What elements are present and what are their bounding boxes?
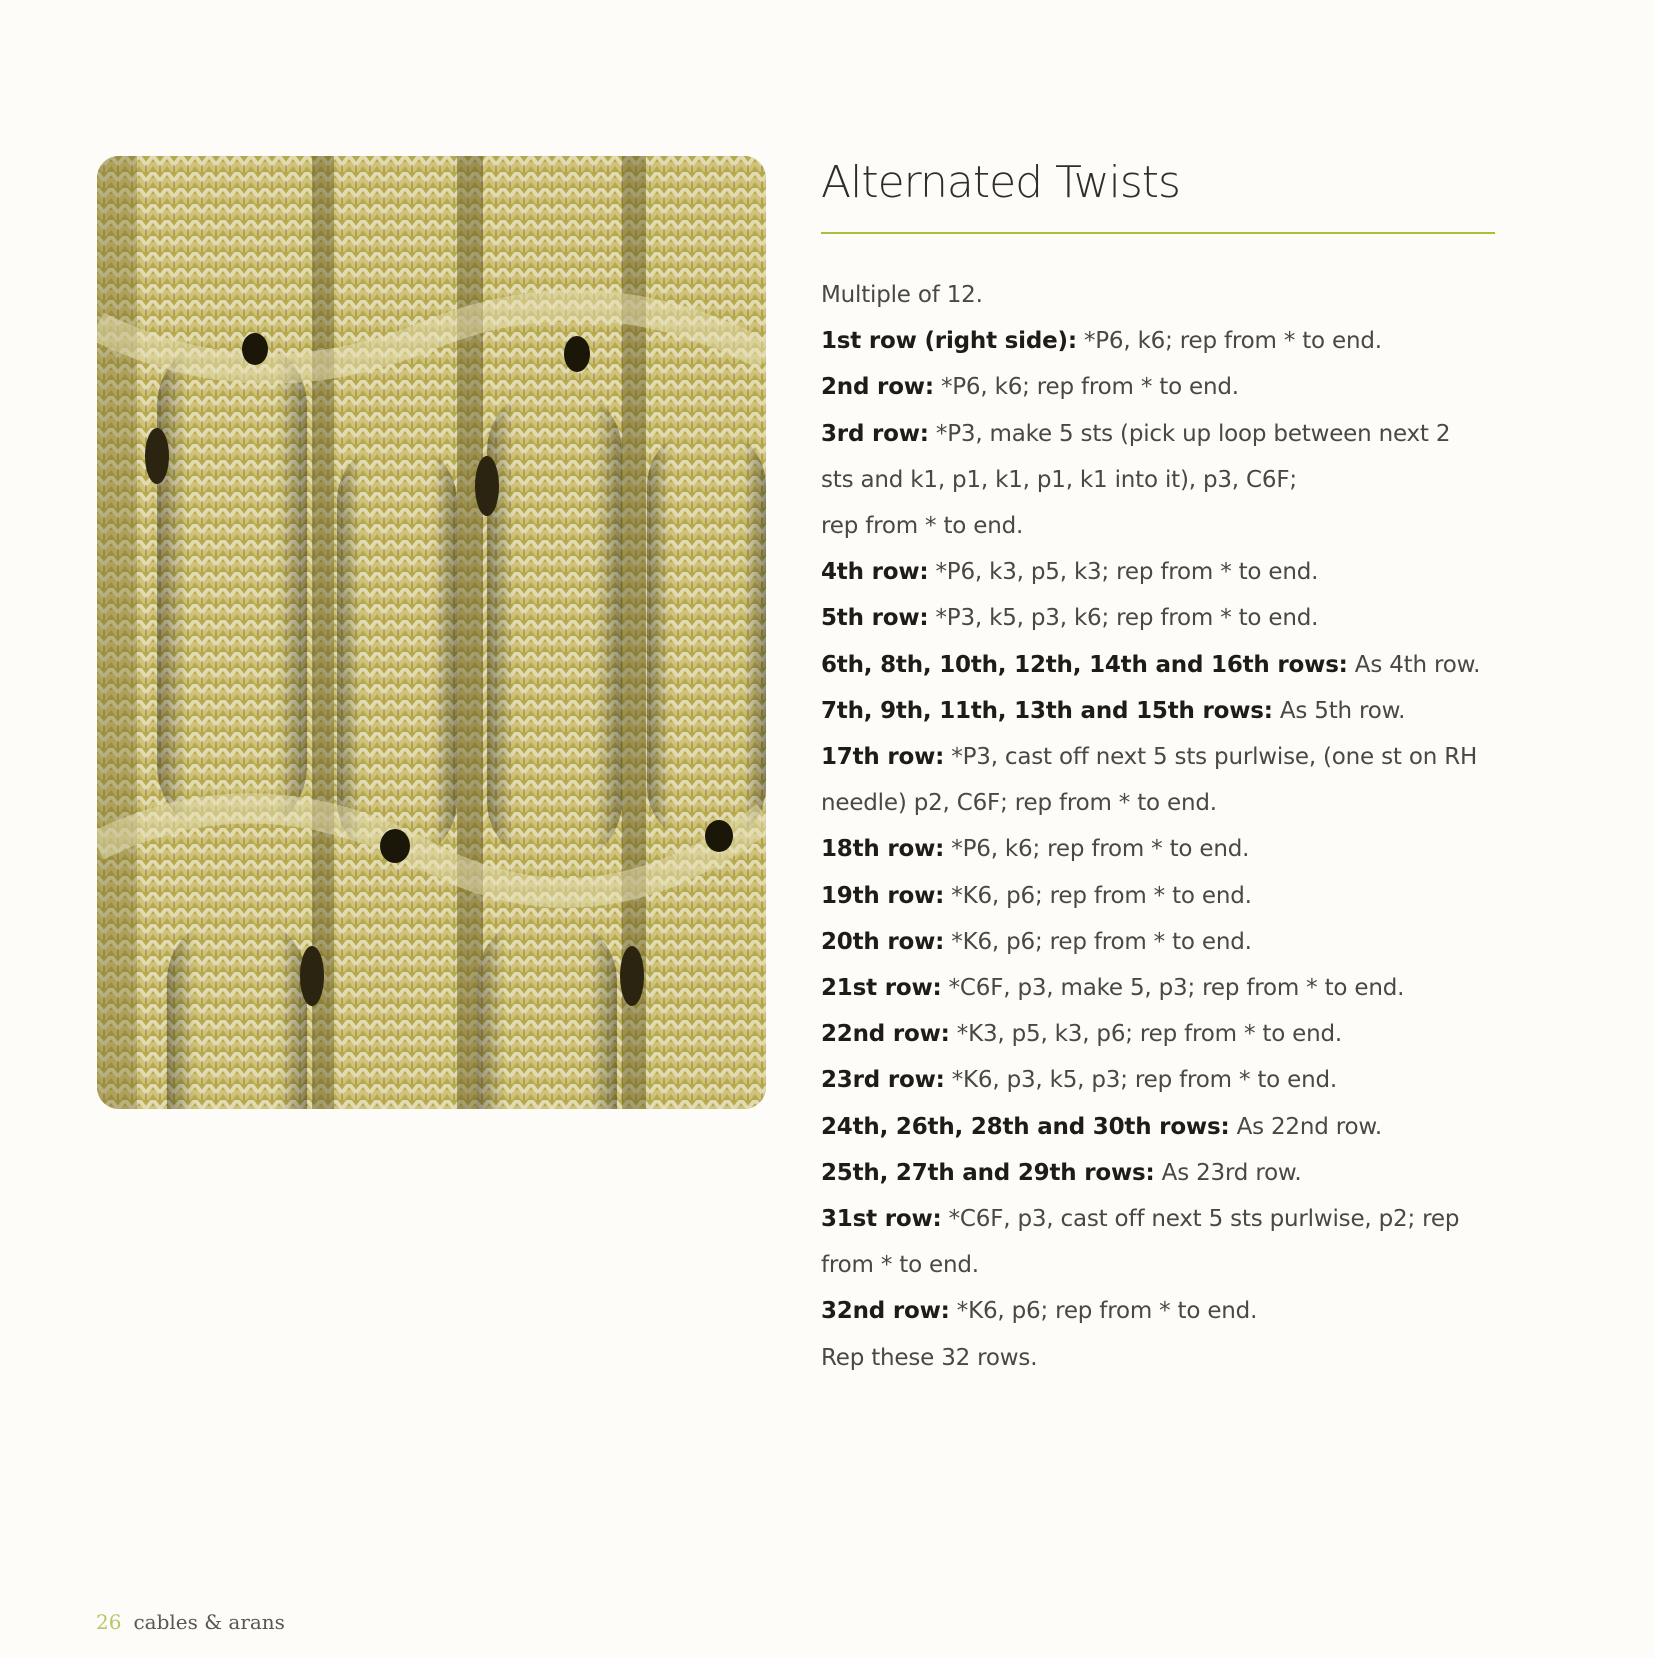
instruction-row [821, 688, 1497, 734]
page-number: 26 [96, 1610, 122, 1634]
instruction-row [821, 1242, 1497, 1288]
instruction-row [821, 965, 1497, 1011]
instruction-row [821, 642, 1497, 688]
row-label: 21st row: [821, 975, 942, 1002]
row-text: *K6, p3, k5, p3; rep from * to end. [944, 1067, 1337, 1094]
row-text: *P6, k6; rep from * to end. [1076, 328, 1382, 355]
multiple-line: Multiple of 12. [821, 282, 983, 308]
instruction-row [821, 873, 1497, 919]
instruction-row [821, 411, 1497, 457]
row-text: *P3, k5, p3, k6; rep from * to end. [928, 605, 1319, 632]
instruction-row [821, 1057, 1497, 1103]
row-text: *K6, p6; rep from * to end. [949, 1298, 1258, 1325]
row-text: *K3, p5, k3, p6; rep from * to end. [949, 1021, 1343, 1048]
row-label: 24th, 26th, 28th and 30th rows: [821, 1113, 1230, 1140]
row-text: *P6, k6; rep from * to end. [933, 374, 1239, 401]
instruction-row [821, 1150, 1497, 1196]
instruction-row [821, 1104, 1497, 1150]
row-text: *P3, cast off next 5 sts purlwise, (one st on RH [944, 744, 1478, 771]
instruction-row [821, 457, 1497, 503]
row-text: Rep these 32 rows. [821, 1344, 1038, 1371]
row-text: As 22nd row. [1229, 1113, 1382, 1140]
row-text: As 23rd row. [1154, 1159, 1302, 1186]
row-label: 6th, 8th, 10th, 12th, 14th and 16th rows: [821, 651, 1348, 678]
pattern-instructions [821, 150, 1497, 1381]
row-text: *K6, p6; rep from * to end. [944, 928, 1252, 955]
row-text: from * to end. [821, 1252, 979, 1279]
row-text: needle) p2, C6F; rep from * to end. [821, 790, 1217, 817]
instruction-row [821, 364, 1497, 410]
row-text: As 4th row. [1347, 651, 1481, 678]
row-label: 25th, 27th and 29th rows: [821, 1159, 1155, 1186]
row-label: 23rd row: [821, 1067, 945, 1094]
row-text: *P6, k3, p5, k3; rep from * to end. [928, 559, 1319, 586]
instruction-list [821, 272, 1497, 1381]
row-label: 20th row: [821, 928, 945, 955]
row-label: 19th row: [821, 882, 945, 909]
row-text: *P3, make 5 sts (pick up loop between next 2 [928, 420, 1451, 447]
instruction-row [821, 1011, 1497, 1057]
instruction-row [821, 919, 1497, 965]
instruction-row [821, 1288, 1497, 1334]
instruction-row [821, 734, 1497, 780]
row-label: 1st row (right side): [821, 328, 1077, 355]
instruction-row [821, 549, 1497, 595]
row-label: 17th row: [821, 744, 945, 771]
knitted-swatch-photo [97, 156, 766, 1109]
instruction-row [821, 1335, 1497, 1381]
instruction-row [821, 595, 1497, 641]
title-divider [821, 232, 1495, 234]
instruction-row [821, 503, 1497, 549]
row-label: 18th row: [821, 836, 945, 863]
instruction-row [821, 318, 1497, 364]
row-label: 5th row: [821, 605, 929, 632]
row-label: 2nd row: [821, 374, 934, 401]
page-footer [96, 1610, 285, 1634]
row-text: *P6, k6; rep from * to end. [944, 836, 1250, 863]
row-label: 4th row: [821, 559, 929, 586]
row-text: *C6F, p3, cast off next 5 sts purlwise, p2; rep [941, 1206, 1460, 1233]
section-name: cables & arans [133, 1610, 285, 1634]
row-text: *K6, p6; rep from * to end. [944, 882, 1252, 909]
row-label: 31st row: [821, 1206, 942, 1233]
row-text: *C6F, p3, make 5, p3; rep from * to end. [941, 975, 1405, 1002]
row-label: 7th, 9th, 11th, 13th and 15th rows: [821, 697, 1273, 724]
row-label: 32nd row: [821, 1298, 950, 1325]
pattern-title: Alternated Twists [821, 157, 1180, 208]
swatch-illustration [97, 156, 766, 1109]
row-text: rep from * to end. [821, 513, 1024, 540]
row-label: 3rd row: [821, 420, 929, 447]
row-text: sts and k1, p1, k1, p1, k1 into it), p3, C6F; [821, 466, 1297, 493]
instruction-row [821, 1196, 1497, 1242]
row-text: As 5th row. [1272, 697, 1406, 724]
instruction-row [821, 780, 1497, 826]
instruction-row [821, 826, 1497, 872]
row-label: 22nd row: [821, 1021, 950, 1048]
